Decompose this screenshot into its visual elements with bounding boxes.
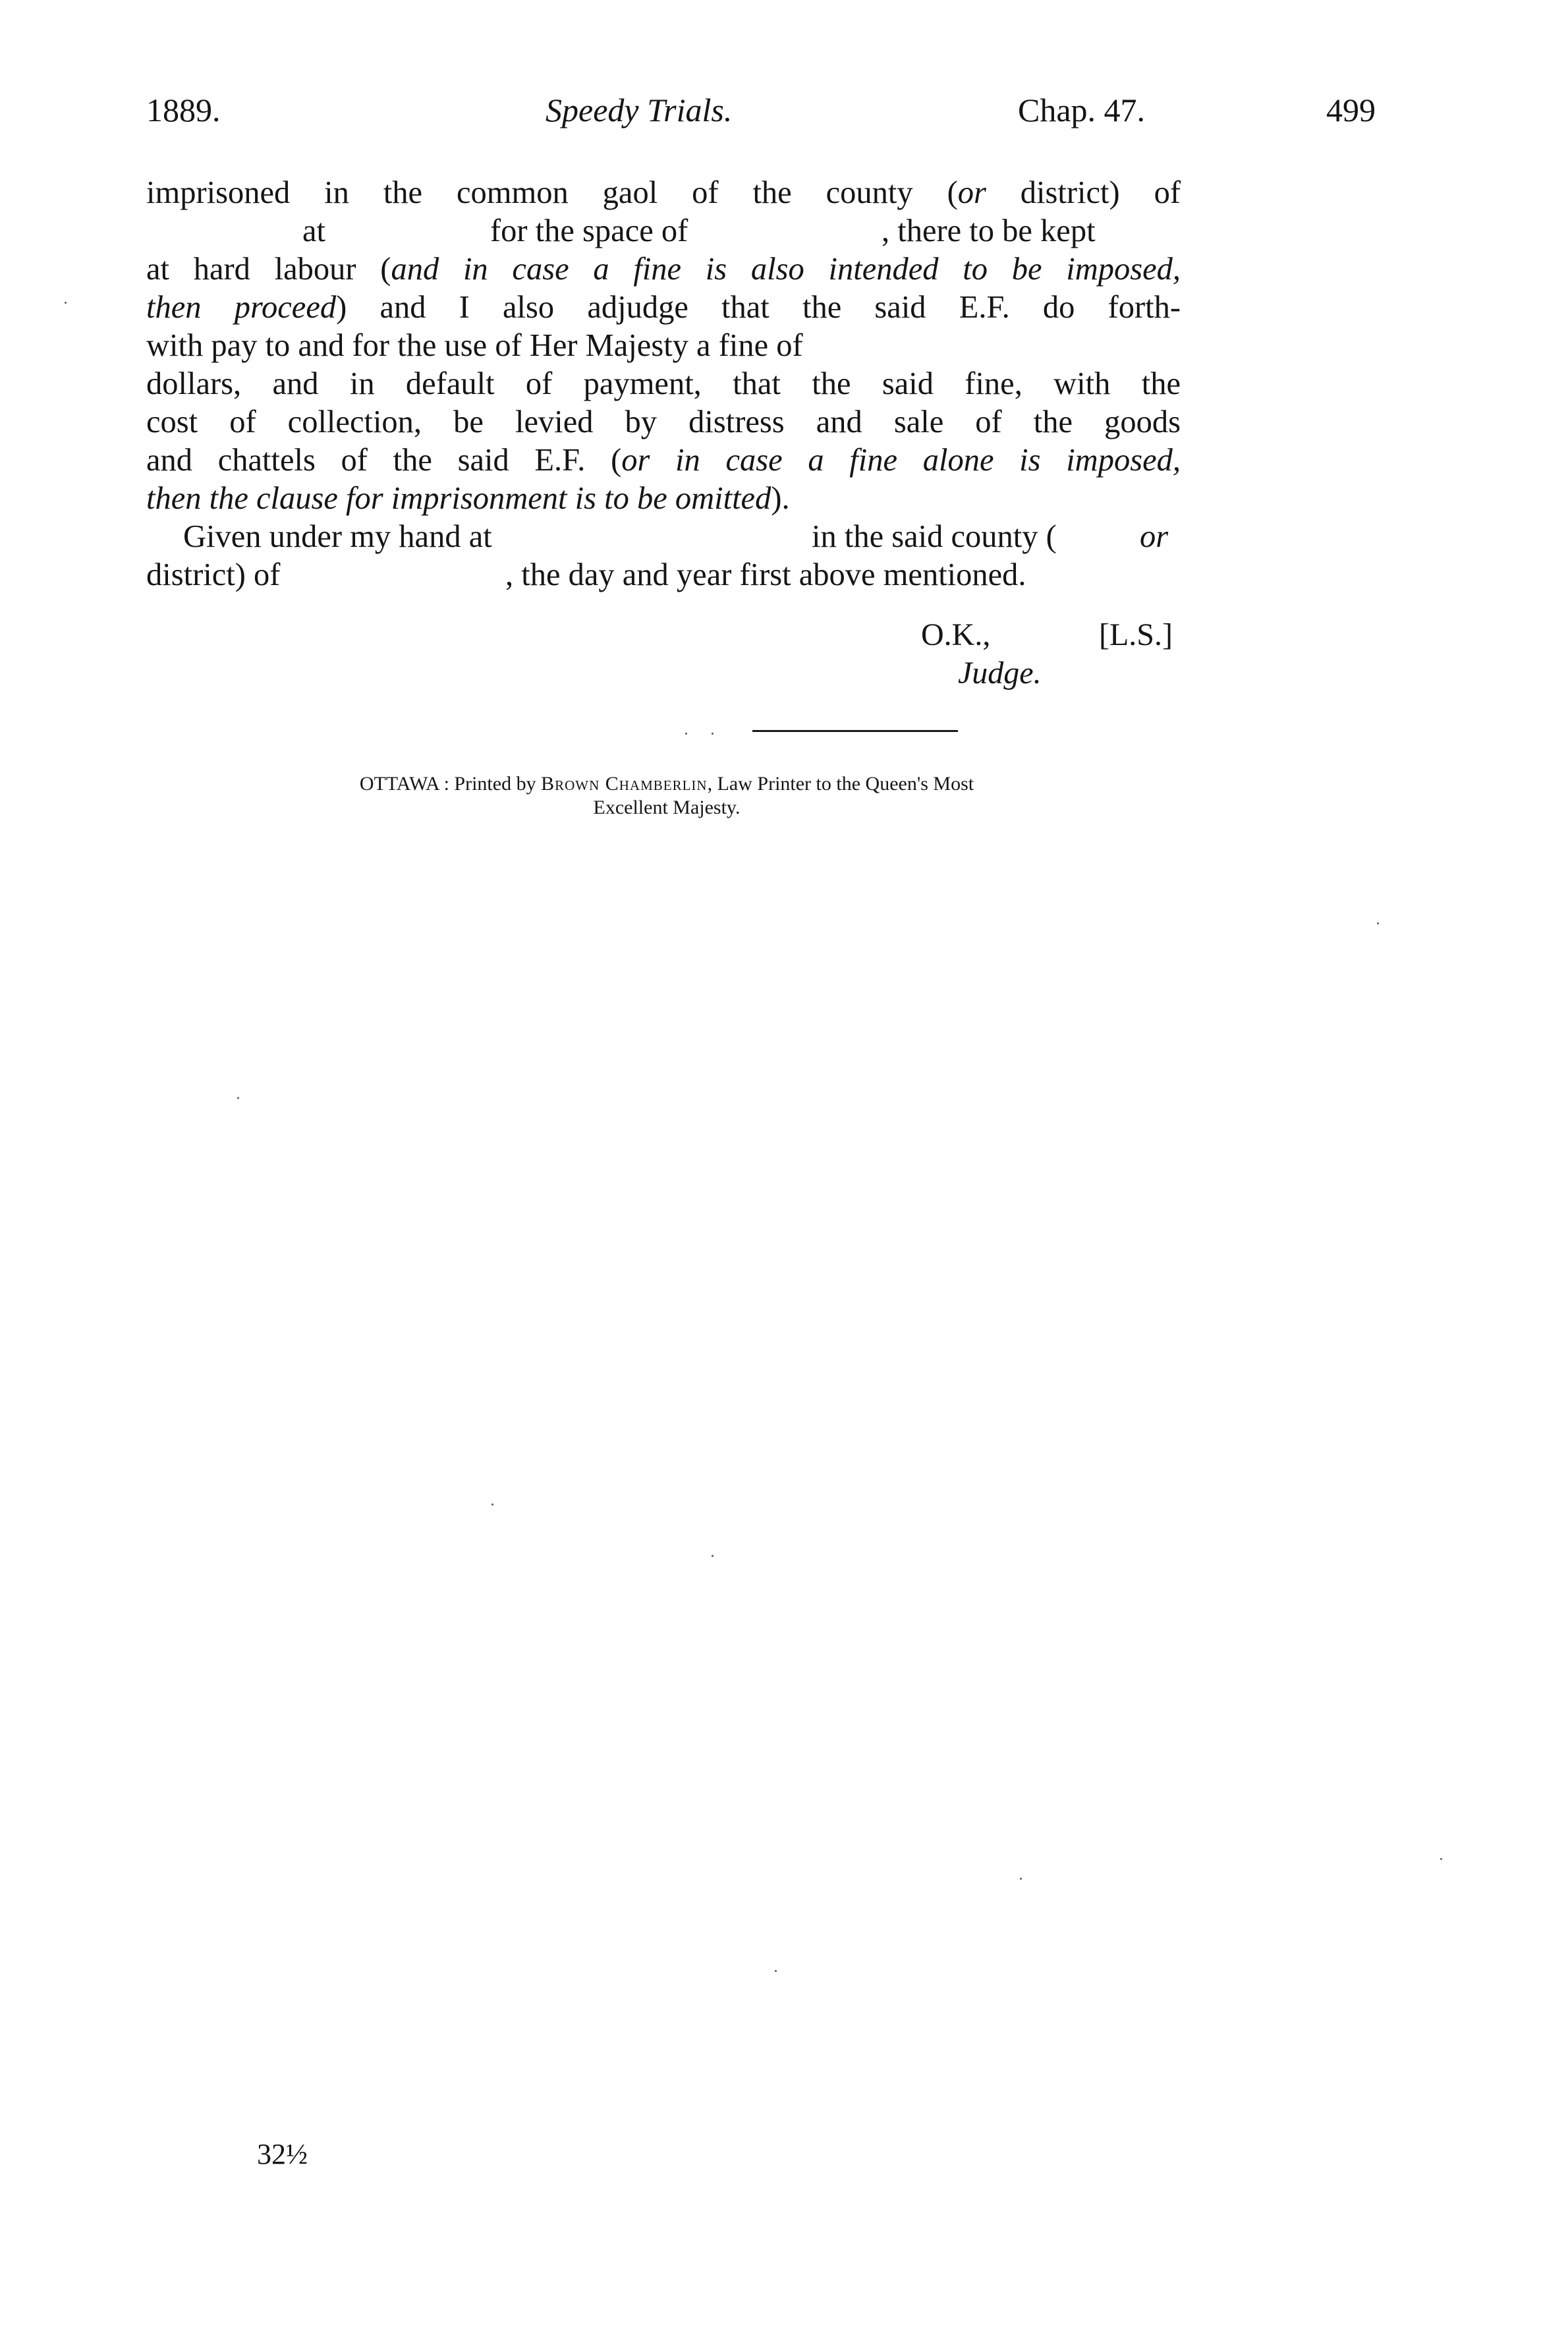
- text-line: [146, 250, 1181, 289]
- text-segment: ) and I also adjudge that the said E.F. do forth-: [336, 290, 1181, 325]
- running-head-title: Speedy Trials.: [546, 92, 733, 128]
- text-segment-italic: and in case a fine is also intended to be imposed,: [391, 252, 1181, 287]
- text-segment: at: [302, 213, 326, 248]
- text-line: [146, 441, 1181, 480]
- text-segment: , the day and year first above mentioned.: [505, 557, 1026, 592]
- text-segment-italic: or: [957, 175, 986, 210]
- running-head-year: 1889.: [146, 92, 221, 128]
- text-segment-italic: or in case a fine alone is imposed,: [621, 443, 1181, 478]
- scan-speck: [685, 733, 687, 735]
- scan-speck: [491, 1504, 493, 1505]
- text-line: [146, 556, 1181, 594]
- printer-imprint: [173, 772, 1161, 820]
- text-segment: imprisoned in the common gaol of the county (: [146, 175, 958, 210]
- text-line: [146, 403, 1181, 441]
- imprint-place: OTTAWA :: [359, 773, 455, 795]
- text-segment: for the space of: [490, 213, 688, 248]
- text-segment: at hard labour (: [146, 252, 391, 287]
- text-segment-italic: then proceed: [146, 290, 337, 325]
- text-segment: with pay to and for the use of Her Majesty a fine of: [146, 328, 803, 363]
- scan-speck: [1440, 1858, 1442, 1860]
- body-text: [146, 174, 1181, 594]
- scan-speck: [712, 733, 714, 735]
- signatory-name: O.K.,: [921, 617, 991, 652]
- text-line: [146, 289, 1181, 327]
- text-segment-italic: or: [1140, 519, 1169, 554]
- imprint-printer-name: Brown Chamberlin: [541, 773, 708, 795]
- signatory-title: Judge.: [958, 656, 1042, 690]
- imprint-line: [173, 772, 1161, 796]
- scan-speck: [712, 1555, 714, 1557]
- text-line: [146, 327, 1181, 365]
- scan-speck: [1020, 1878, 1022, 1880]
- text-segment: cost of collection, be levied by distress and sale of the goods: [146, 405, 1181, 439]
- scan-speck: [237, 1097, 239, 1099]
- imprint-text: , Law Printer to the Queen's Most: [707, 773, 974, 795]
- text-line: [146, 518, 1181, 556]
- scan-speck: [775, 1970, 777, 1972]
- imprint-line: Excellent Majesty.: [593, 797, 741, 818]
- horizontal-rule: [752, 730, 958, 732]
- text-segment: district) of: [986, 175, 1181, 210]
- text-segment: district) of: [146, 557, 281, 592]
- imprint-text: Printed by: [454, 773, 542, 795]
- page-number: 499: [1326, 92, 1376, 128]
- text-segment: ).: [771, 481, 790, 516]
- printer-signature-mark: 32½: [257, 2138, 308, 2170]
- scan-speck: [1377, 922, 1379, 924]
- text-segment: Given under my hand at: [183, 519, 492, 554]
- text-segment: and chattels of the said E.F. (: [146, 443, 622, 478]
- signature-block: [921, 617, 1185, 696]
- text-segment: , there to be kept: [882, 213, 1096, 248]
- text-segment: dollars, and in default of payment, that the said fine, with the: [146, 366, 1181, 401]
- seal-mark: [L.S.]: [1099, 617, 1173, 652]
- text-line: [146, 365, 1181, 403]
- text-segment-italic: then the clause for imprisonment is to be omitted: [146, 481, 771, 516]
- text-line: [146, 212, 1181, 250]
- running-head: [146, 91, 1376, 137]
- text-line: [146, 174, 1181, 212]
- scan-speck: [65, 302, 67, 304]
- running-head-chapter: Chap. 47.: [1018, 92, 1146, 128]
- text-line: [146, 480, 1181, 518]
- text-segment: in the said county (: [812, 519, 1057, 554]
